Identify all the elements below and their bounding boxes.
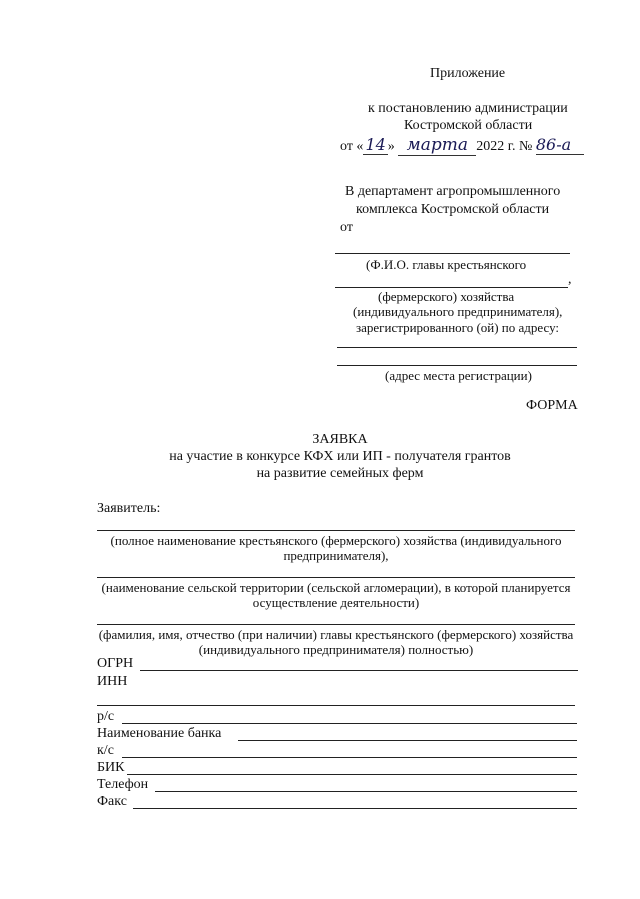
farm-comma: , xyxy=(568,272,572,287)
title-sub1: на участие в конкурсе КФХ или ИП - получателя грантов xyxy=(169,449,511,464)
applicant-hint3a: (фамилия, имя, отчество (при наличии) главы крестьянского (фермерского) хозяйства xyxy=(98,627,574,642)
applicant-hint2b: осуществление деятельности) xyxy=(252,595,420,610)
farm-hint2: (индивидуального предпринимателя), xyxy=(353,304,563,319)
rs-line xyxy=(122,723,577,724)
date-prefix: от « xyxy=(340,139,364,154)
ogrn-line xyxy=(140,670,578,671)
inn-line xyxy=(97,705,575,706)
head-fio-line xyxy=(97,624,575,625)
fax-line xyxy=(133,808,577,809)
address-line2 xyxy=(337,365,577,366)
bank-label: Наименование банка xyxy=(97,726,222,741)
date-day: 14 xyxy=(365,135,386,154)
doc-number: 86-а xyxy=(536,135,584,155)
address-hint: (адрес места регистрации) xyxy=(385,368,532,383)
applicant-hint2a: (наименование сельской территории (сельской агломерации), в которой планируется xyxy=(101,580,571,595)
ogrn-label: ОГРН xyxy=(97,656,134,671)
bik-label: БИК xyxy=(97,760,125,775)
date-month: марта xyxy=(398,135,476,156)
phone-label: Телефон xyxy=(97,777,149,792)
fio-line xyxy=(335,253,570,254)
bik-line xyxy=(127,774,577,775)
fax-label: Факс xyxy=(97,794,127,809)
farm-line xyxy=(335,287,568,288)
farm-hint1: (фермерского) хозяйства xyxy=(378,289,515,304)
appendix-label: Приложение xyxy=(430,66,506,81)
addressee-from: от xyxy=(340,220,353,235)
address-line1 xyxy=(337,347,577,348)
rs-label: р/с xyxy=(97,709,115,724)
region-label: Костромской области xyxy=(404,118,533,133)
applicant-hint3b: (индивидуального предпринимателя) полностью) xyxy=(198,642,474,657)
registered-label: зарегистрированного (ой) по адресу: xyxy=(356,320,560,335)
fio-hint: (Ф.И.О. главы крестьянского xyxy=(366,257,527,272)
addressee-line1: В департамент агропромышленного xyxy=(345,184,561,199)
applicant-hint1a: (полное наименование крестьянского (фермерского) хозяйства (индивидуального xyxy=(110,533,562,548)
title-main: ЗАЯВКА xyxy=(312,432,368,447)
territory-line xyxy=(97,577,575,578)
date-line xyxy=(340,135,584,156)
ks-label: к/с xyxy=(97,743,114,758)
resolution-label: к постановлению администрации xyxy=(368,101,568,116)
form-label: ФОРМА xyxy=(526,398,578,413)
applicant-name-line xyxy=(97,530,575,531)
date-year: 2022 г. № xyxy=(476,139,533,154)
ks-line xyxy=(122,757,577,758)
bank-line xyxy=(238,740,577,741)
title-sub2: на развитие семейных ферм xyxy=(256,466,424,481)
addressee-line2: комплекса Костромской области xyxy=(356,202,550,217)
inn-label: ИНН xyxy=(97,674,128,689)
applicant-label: Заявитель: xyxy=(97,501,161,516)
applicant-hint1b: предпринимателя), xyxy=(283,548,389,563)
date-mid: » xyxy=(387,139,395,154)
phone-line xyxy=(155,791,577,792)
